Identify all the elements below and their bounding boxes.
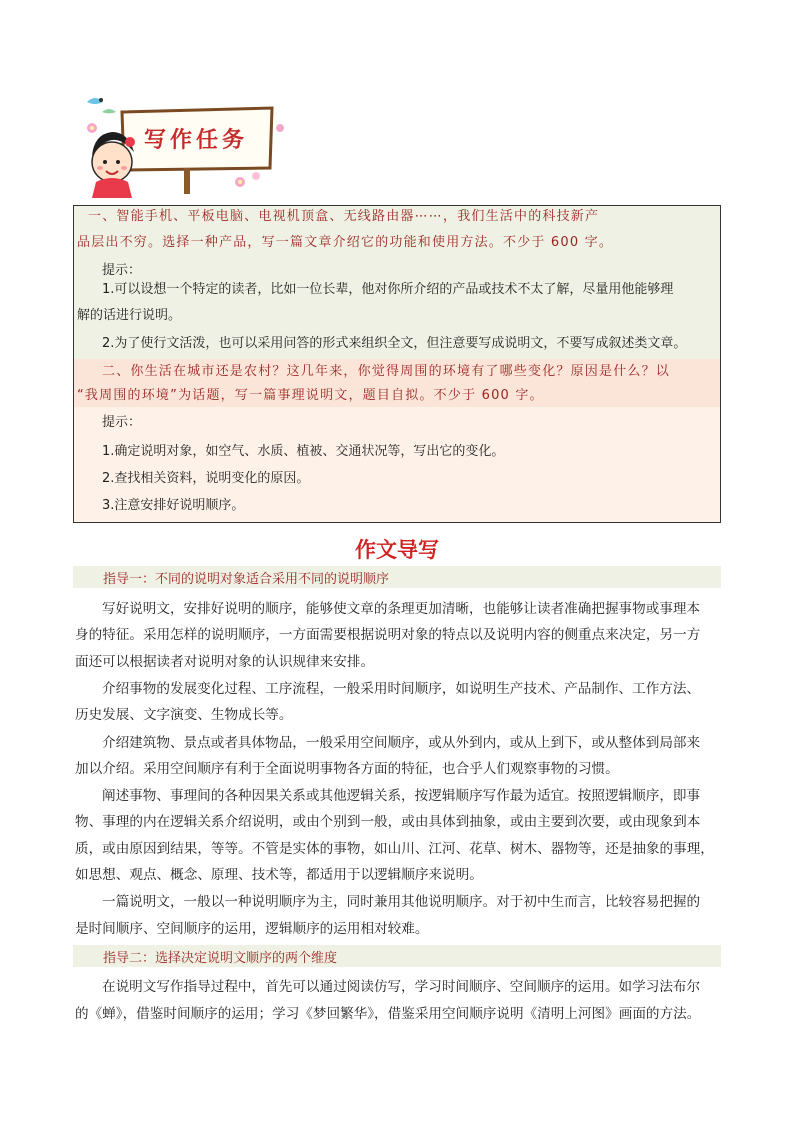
task2-hint3: 3.注意安排好说明顺序。 [102,498,245,513]
guide1-line: 历史发展、文字演变、生物成长等。 [75,707,293,723]
writing-task-sign [84,90,284,200]
guide1-line: 加以介绍。采用空间顺序有利于全面说明事物各方面的特征，也合乎人们观察事物的习惯。 [75,761,619,777]
guide1-line: 如思想、观点、概念、原理、技术等，都适用于以逻辑顺序来说明。 [75,867,483,883]
guide1-line: 一篇说明文，一般以一种说明顺序为主，同时兼用其他说明顺序。对于初中生而言，比较容易把握的 [102,894,701,910]
guide1-line: 阐述事物、事理间的各种因果关系或其他逻辑关系，按逻辑顺序写作最为适宜。按照逻辑顺序，即事 [102,788,701,804]
task1-prompt-line1: 一、智能手机、平板电脑、电视机顶盒、无线路由器⋯⋯，我们生活中的科技新产 [88,209,600,224]
guide1-line: 物、事理的内在逻辑关系介绍说明，或由个别到一般，或由具体到抽象，或由主要到次要，或由现象到本 [75,814,701,830]
task1-hint2: 2.为了使行文活泼，也可以采用问答的形式来组织全文，但注意要写成说明文，不要写成叙述类文章。 [102,336,687,351]
guide1-line: 是时间顺序、空间顺序的运用，逻辑顺序的运用相对较难。 [75,921,429,937]
task2-hint-label: 提示： [102,415,142,430]
task1-hint-label: 提示： [102,263,142,278]
task1-hint1-line2: 解的话进行说明。 [77,308,182,323]
task2-hint2: 2.查找相关资料，说明变化的原因。 [102,471,310,486]
sign-text: 写作任务 [143,128,249,153]
task2-prompt-line2: “我周围的环境”为话题，写一篇事理说明文，题目自拟。不少于 600 字。 [77,388,544,403]
guide2-line: 在说明文写作指导过程中，首先可以通过阅读仿写，学习时间顺序、空间顺序的运用。如学习法布尔 [102,979,701,995]
task2-hint1: 1.确定说明对象，如空气、水质、植被、交通状况等，写出它的变化。 [102,444,505,459]
guide2-title: 指导二：选择决定说明文顺序的两个维度 [103,951,338,966]
task-item-2-prompt [74,359,720,407]
task-item-2-hints [74,407,720,522]
guide1-line: 身的特征。采用怎样的说明顺序，一方面需要根据说明对象的特点以及说明内容的侧重点来决定，另一方 [75,627,701,643]
guide1-line: 质，或由原因到结果，等等。不管是实体的事物，如山川、江河、花草、树木、器物等，还是抽象的事理， [75,841,714,857]
guide1-title-bar [73,566,721,588]
task-item-1 [74,206,720,359]
task2-prompt-line1: 二、你生活在城市还是农村？这几年来，你觉得周围的环境有了哪些变化？原因是什么？以 [102,364,671,379]
guide1-line: 介绍建筑物、景点或者具体物品，一般采用空间顺序，或从外到内，或从上到下，或从整体到局部来 [102,735,701,751]
guide2-title-bar [73,945,721,967]
guide1-line: 写好说明文，安排好说明的顺序，能够使文章的条理更加清晰，也能够让读者准确把握事物或事理本 [102,601,701,617]
guide1-line: 介绍事物的发展变化过程、工序流程，一般采用时间顺序，如说明生产技术、产品制作、工作方法、 [102,681,701,697]
task1-hint1-line1: 1.可以设想一个特定的读者，比如一位长辈，他对你所介绍的产品或技术不太了解，尽量用他能够理 [102,282,674,297]
section-title: 作文导写 [355,538,439,562]
guide2-line: 的《蝉》，借鉴时间顺序的运用；学习《梦回繁华》，借鉴采用空间顺序说明《清明上河图》画面的方法。 [75,1006,701,1022]
task1-prompt-line2: 品层出不穷。选择一种产品，写一篇文章介绍它的功能和使用方法。不少于 600 字。 [77,235,614,250]
writing-task-box [73,205,721,523]
sign-illustration [84,90,284,200]
guide1-line: 面还可以根据读者对说明对象的认识规律来安排。 [75,654,375,670]
guide1-title: 指导一：不同的说明对象适合采用不同的说明顺序 [103,572,390,587]
